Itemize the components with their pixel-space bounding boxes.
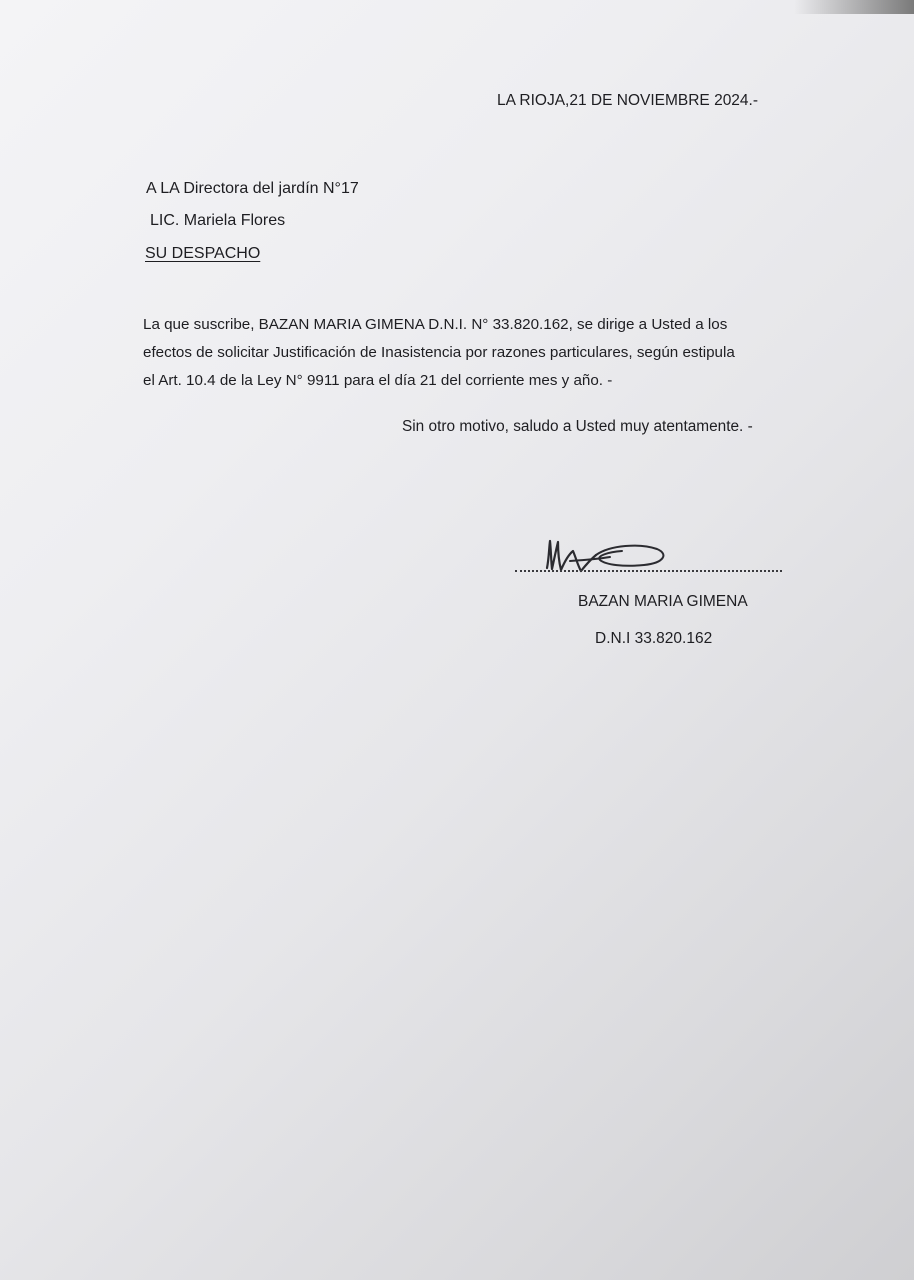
recipient-line-1: A LA Directora del jardín N°17 — [146, 180, 359, 197]
letter-body — [143, 311, 783, 395]
body-line: el Art. 10.4 de la Ley N° 9911 para el día 21 del corriente mes y año. - — [143, 372, 613, 389]
recipient-line-3: SU DESPACHO — [145, 245, 261, 262]
body-line: La que suscribe, BAZAN MARIA GIMENA D.N.I. N° 33.820.162, se dirige a Usted a los — [143, 316, 728, 333]
page-corner-shadow — [794, 0, 914, 14]
recipient-line-2: LIC. Mariela Flores — [150, 212, 286, 229]
signer-dni: D.N.I 33.820.162 — [595, 630, 713, 647]
date-line: LA RIOJA,21 DE NOVIEMBRE 2024.- — [497, 92, 759, 109]
signer-name: BAZAN MARIA GIMENA — [578, 593, 748, 610]
closing-line: Sin otro motivo, saludo a Usted muy atentamente. - — [402, 418, 753, 435]
body-line: efectos de solicitar Justificación de Inasistencia por razones particulares, según estipula — [143, 344, 735, 361]
signature-line — [515, 570, 782, 572]
